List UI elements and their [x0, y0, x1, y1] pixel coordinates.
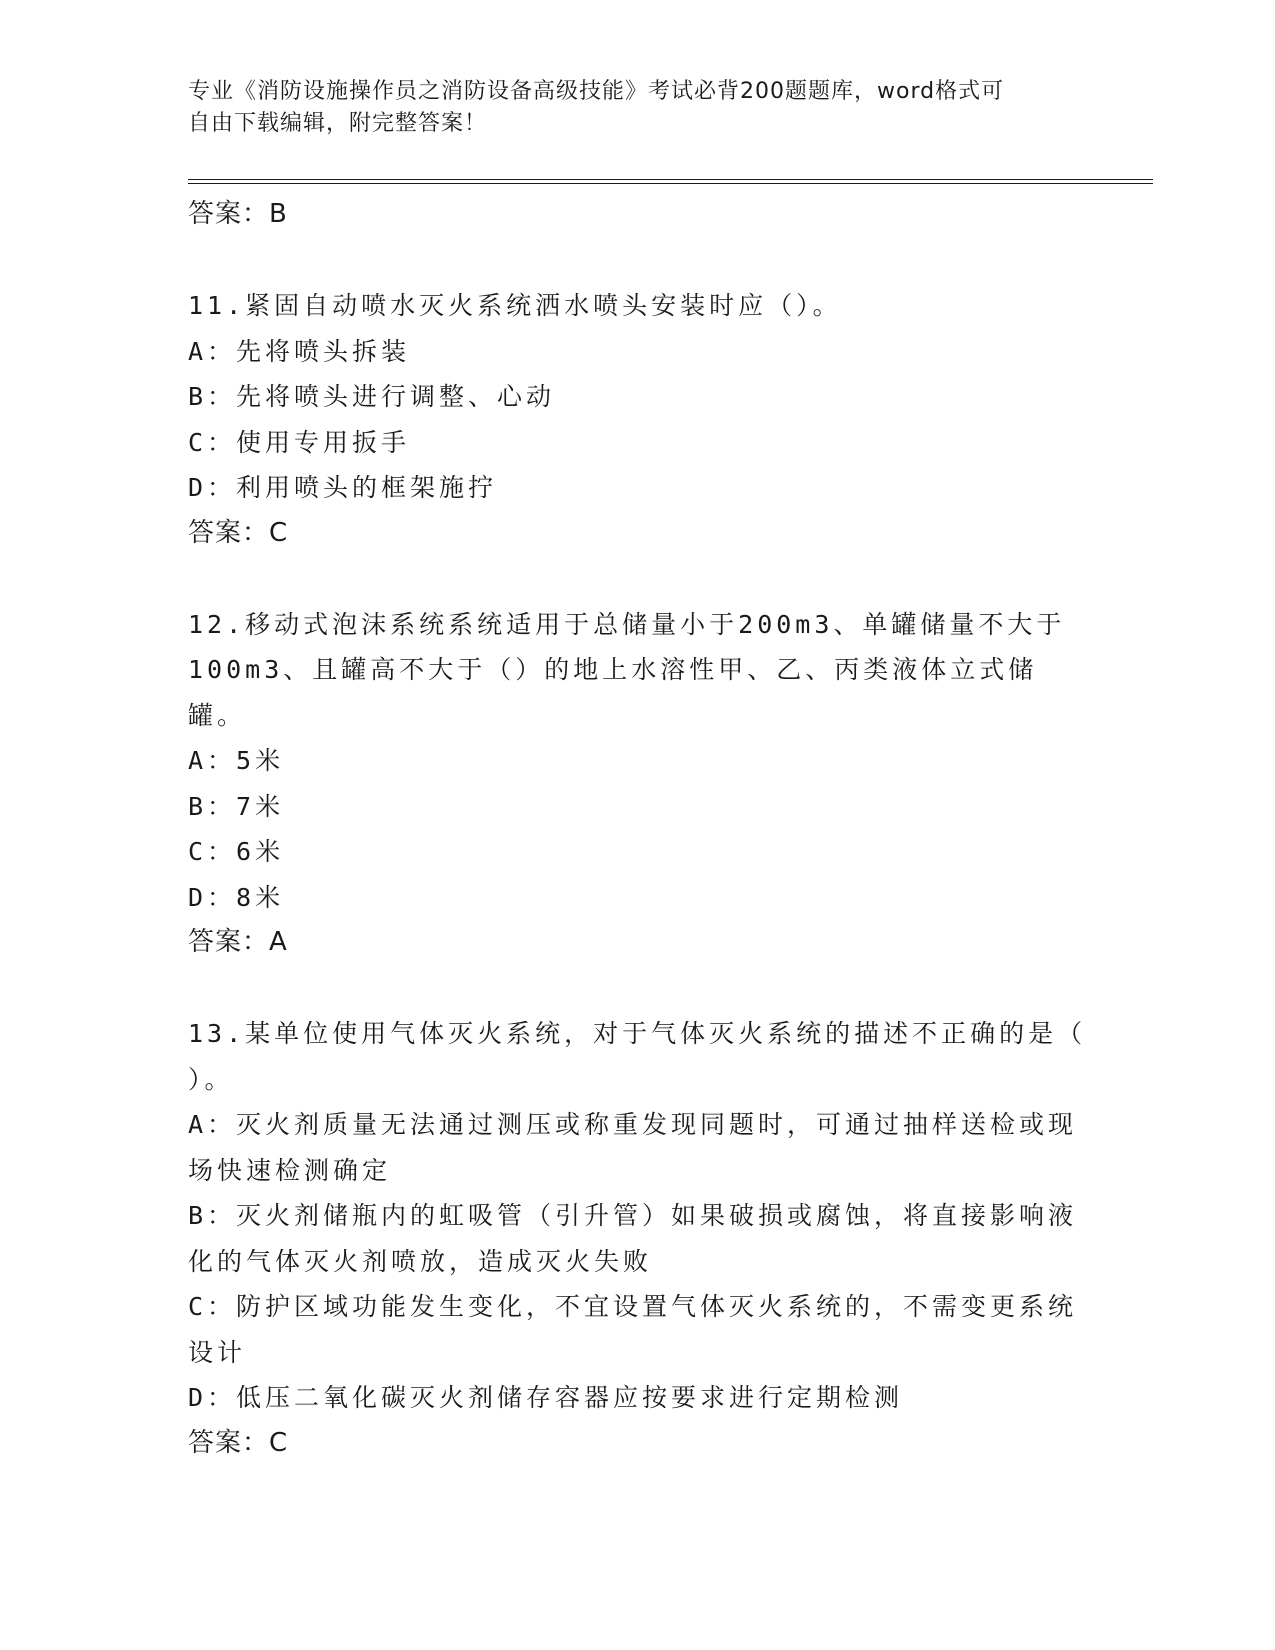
spacer [188, 236, 1088, 283]
answer-line: 答案：A [188, 927, 288, 957]
header-line-1: 专业《消防设施操作员之消防设备高级技能》考试必背200题题库，word格式可 [188, 79, 1005, 104]
option-a: A：5米 [188, 746, 285, 775]
header-line-2: 自由下载编辑，附完整答案！ [188, 111, 488, 136]
header-divider-bottom [188, 183, 1153, 184]
option-b: B：灭火剂储瓶内的虹吸管（引升管）如果破损或腐蚀，将直接影响液 [188, 1201, 1078, 1230]
option-b: B：7米 [188, 791, 285, 821]
question-13 [188, 1011, 1088, 1465]
answer-line: 答案：C [188, 517, 289, 548]
document-header [188, 76, 1088, 140]
spacer [188, 964, 1088, 1011]
option-b-continued: 化的气体灭火剂喷放，造成灭火失败 [188, 1246, 653, 1276]
question-stem: 13.某单位使用气体灭火系统，对于气体灭火系统的描述不正确的是（ [188, 1019, 1087, 1048]
option-a: A：灭火剂质量无法通过测压或称重发现同题时，可通过抽样送检或现 [188, 1110, 1078, 1139]
option-c: C：使用专用扳手 [188, 427, 411, 457]
option-a: A：先将喷头拆装 [188, 336, 411, 366]
question-12 [188, 602, 1088, 965]
option-d: D：低压二氧化碳灭火剂储存容器应按要求进行定期检测 [188, 1383, 904, 1412]
question-list [188, 192, 1088, 1465]
option-c-continued: 设计 [188, 1337, 247, 1367]
option-a-continued: 场快速检测确定 [188, 1155, 392, 1185]
option-d: D：8米 [188, 882, 285, 912]
option-d: D：利用喷头的框架施拧 [188, 473, 498, 502]
answer-line: 答案：C [188, 1427, 289, 1458]
option-c: C：6米 [188, 837, 285, 866]
answer-line: 答案：B [188, 199, 288, 229]
question-stem: 11.紧固自动喷水灭火系统洒水喷头安装时应（）。 [188, 291, 842, 320]
option-b: B：先将喷头进行调整、心动 [188, 382, 556, 411]
question-stem-continued: ）。 [188, 1064, 234, 1094]
question-stem: 12.移动式泡沫系统系统适用于总储量小于200m3、单罐储量不大于 [188, 609, 1066, 639]
question-11 [188, 283, 1088, 555]
option-c: C：防护区域功能发生变化，不宜设置气体灭火系统的，不需变更系统 [188, 1292, 1078, 1321]
question-stem-continued: 100m3、且罐高不大于（）的地上水溶性甲、乙、丙类液体立式储罐。 [188, 655, 1038, 730]
spacer [188, 555, 1088, 602]
header-divider-top [188, 179, 1153, 180]
